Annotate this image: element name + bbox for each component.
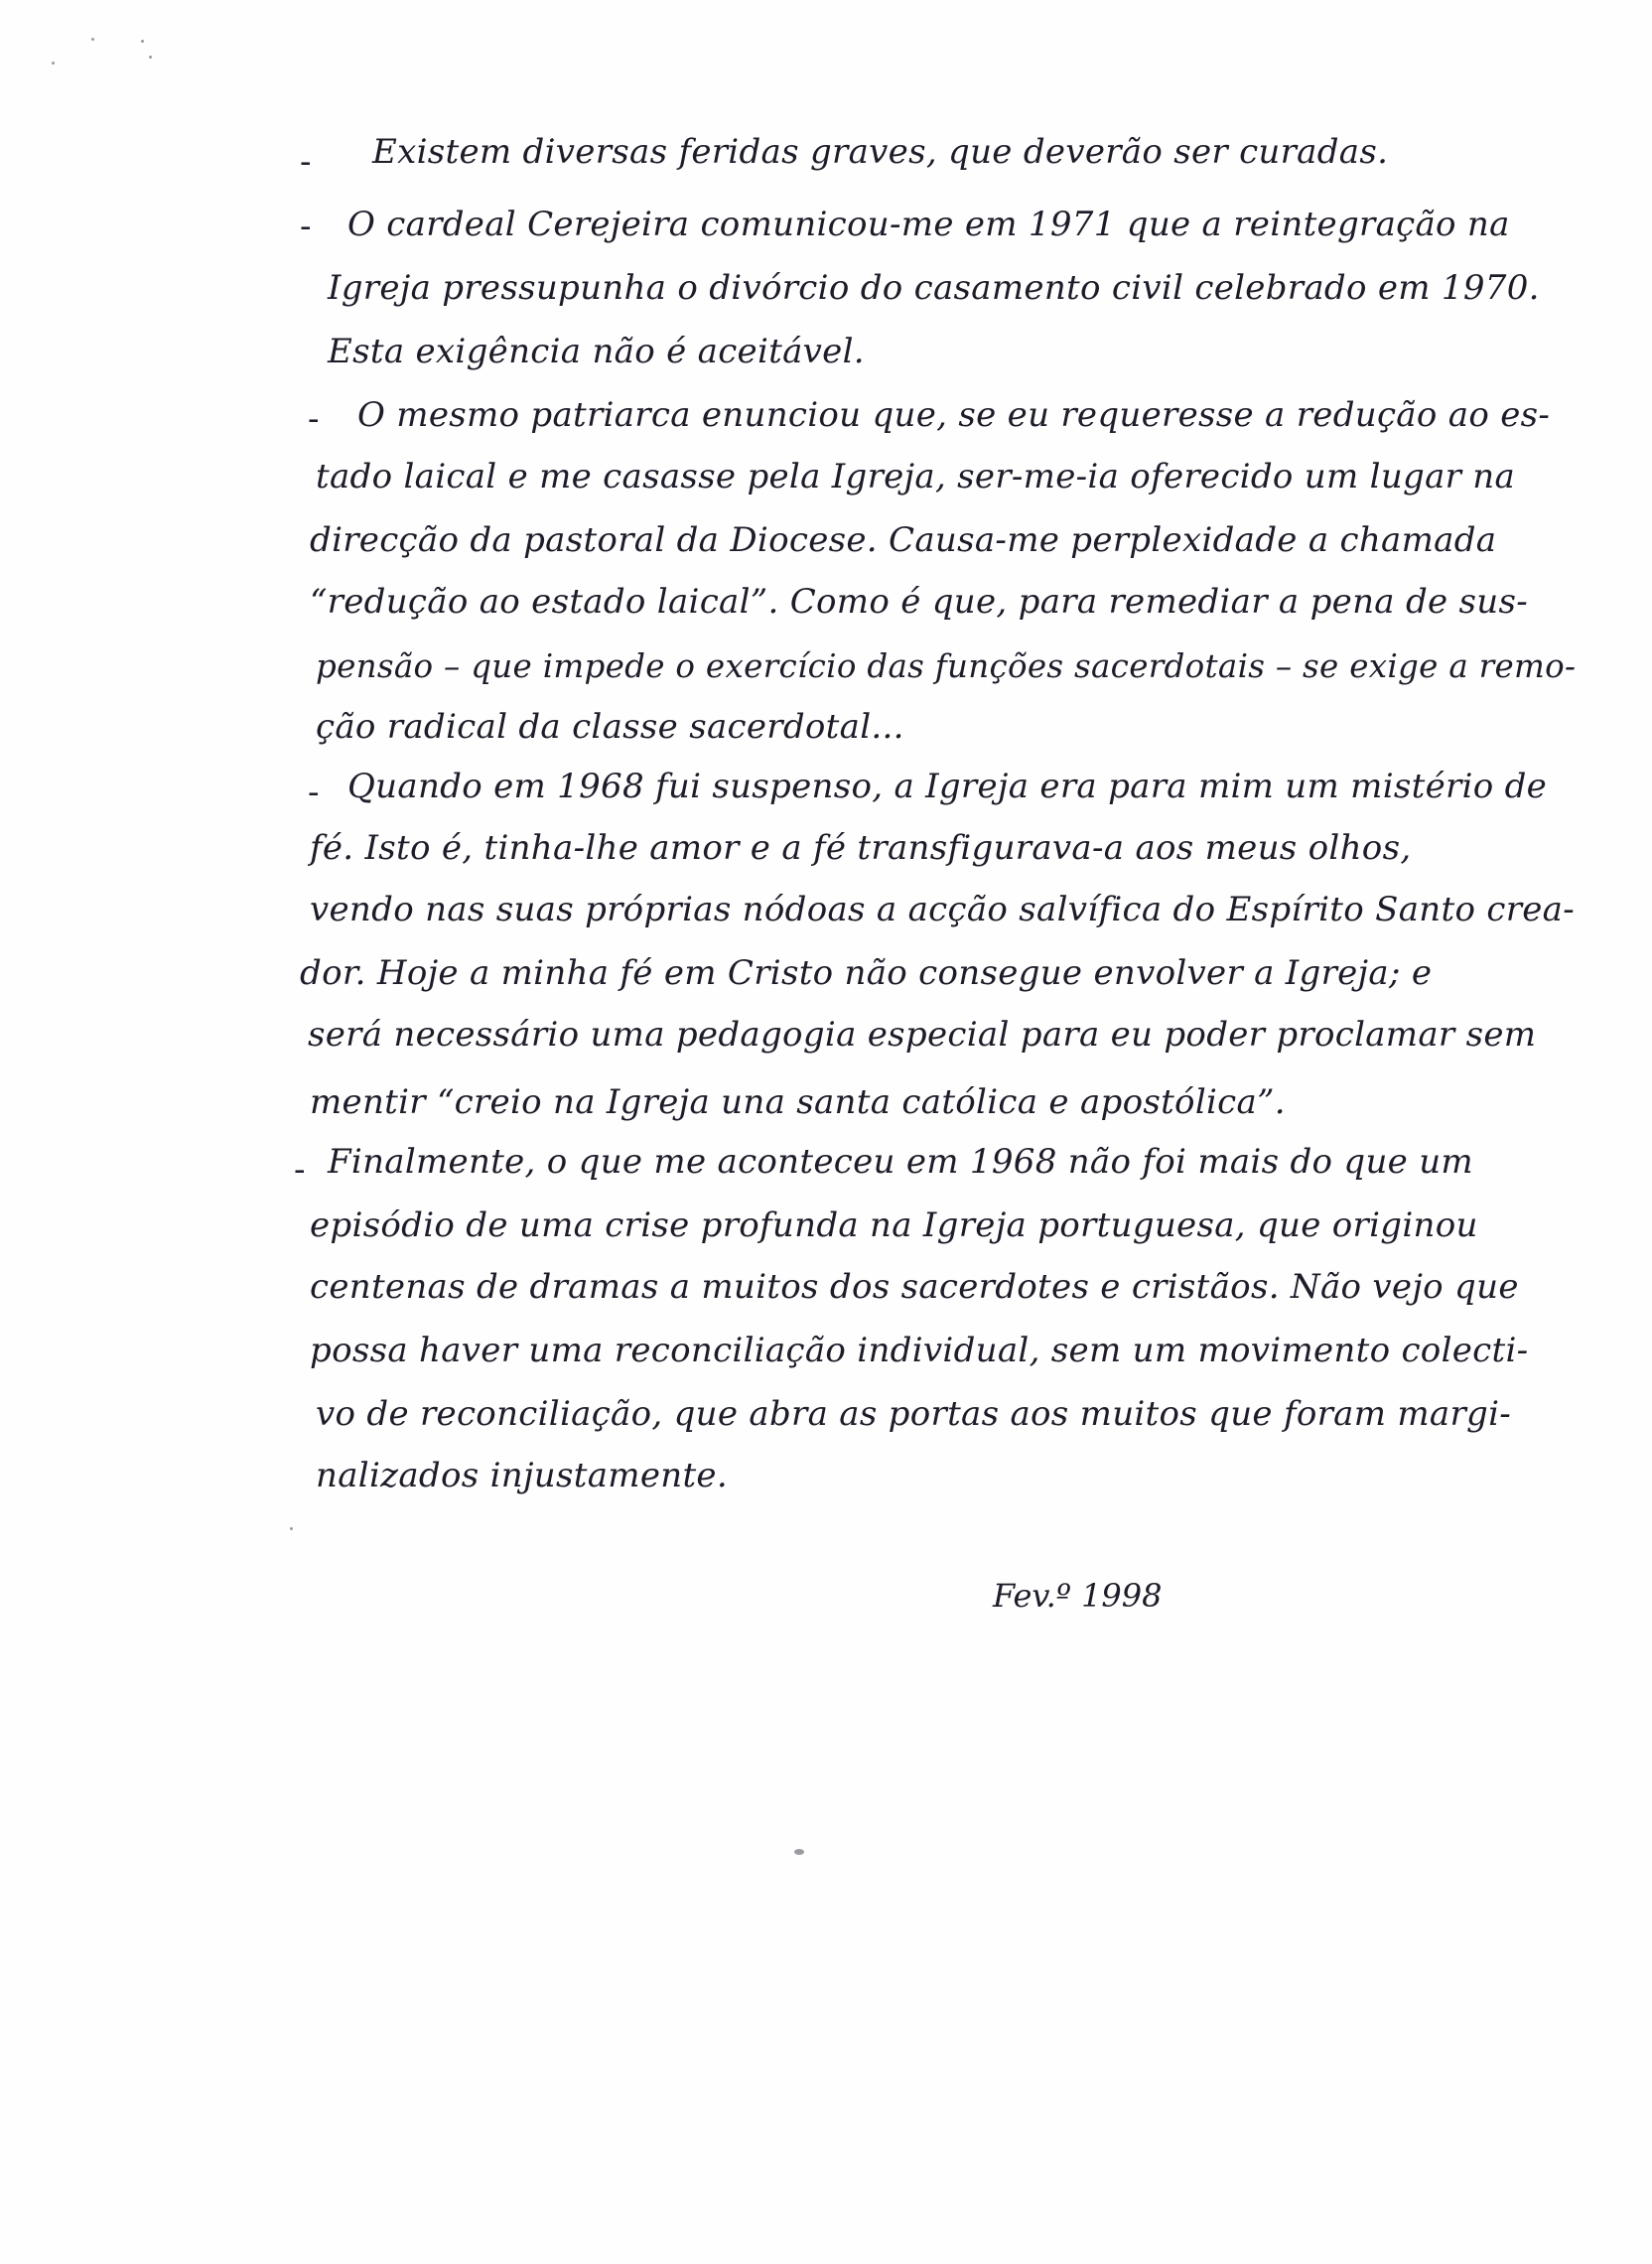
text-line: Existem diversas feridas graves, que deverão ser curadas. (372, 132, 1389, 172)
text-line: “redução ao estado laical”. Como é que, para remediar a pena de sus- (310, 582, 1529, 622)
text-line: direcção da pastoral da Diocese. Causa-me perplexidade a chamada (310, 520, 1497, 560)
text-line: fé. Isto é, tinha-lhe amor e a fé transfigurava-a aos meus olhos, (310, 828, 1412, 868)
paper-speck (91, 38, 94, 41)
paper-speck (52, 62, 55, 65)
text-line: dor. Hoje a minha fé em Cristo não consegue envolver a Igreja; e (300, 953, 1433, 993)
bullet-dash: - (294, 1150, 306, 1190)
bullet-dash: - (308, 773, 320, 812)
text-line: Esta exigência não é aceitável. (328, 332, 865, 371)
paper-speck (290, 1527, 293, 1530)
text-line: será necessário uma pedagogia especial para eu poder proclamar sem (308, 1015, 1537, 1055)
text-line: centenas de dramas a muitos dos sacerdotes e cristãos. Não vejo que (310, 1267, 1519, 1307)
text-line: tado laical e me casasse pela Igreja, ser-me-ia oferecido um lugar na (316, 457, 1516, 496)
text-line: vo de reconciliação, que abra as portas aos muitos que foram margi- (316, 1394, 1512, 1434)
text-line: Igreja pressupunha o divórcio do casamento civil celebrado em 1970. (328, 268, 1540, 308)
text-line: O cardeal Cerejeira comunicou-me em 1971 que a reintegração na (347, 205, 1510, 244)
text-line: nalizados injustamente. (316, 1456, 728, 1495)
paper-speck (141, 40, 144, 43)
text-line: mentir “creio na Igreja una santa católica e apostólica”. (310, 1082, 1286, 1122)
text-line: pensão – que impede o exercício das funções sacerdotais – se exige a remo- (316, 647, 1577, 685)
paper-speck (149, 56, 152, 59)
bullet-dash: - (300, 142, 312, 182)
text-line: episódio de uma crise profunda na Igreja portuguesa, que originou (310, 1205, 1478, 1245)
paper-speck (794, 1849, 804, 1855)
text-line: Quando em 1968 fui suspenso, a Igreja era para mim um mistério de (347, 767, 1548, 806)
bullet-dash: - (300, 207, 312, 246)
text-line: possa haver uma reconciliação individual, sem um movimento colecti- (310, 1331, 1529, 1370)
text-line: O mesmo patriarca enunciou que, se eu requeresse a redução ao es- (357, 395, 1551, 435)
bullet-dash: - (308, 399, 320, 439)
text-line: vendo nas suas próprias nódoas a acção salvífica do Espírito Santo crea- (310, 890, 1576, 929)
text-line: ção radical da classe sacerdotal... (316, 707, 904, 747)
date-signature: Fev.º 1998 (993, 1577, 1163, 1615)
text-line: Finalmente, o que me aconteceu em 1968 não foi mais do que um (328, 1142, 1473, 1182)
